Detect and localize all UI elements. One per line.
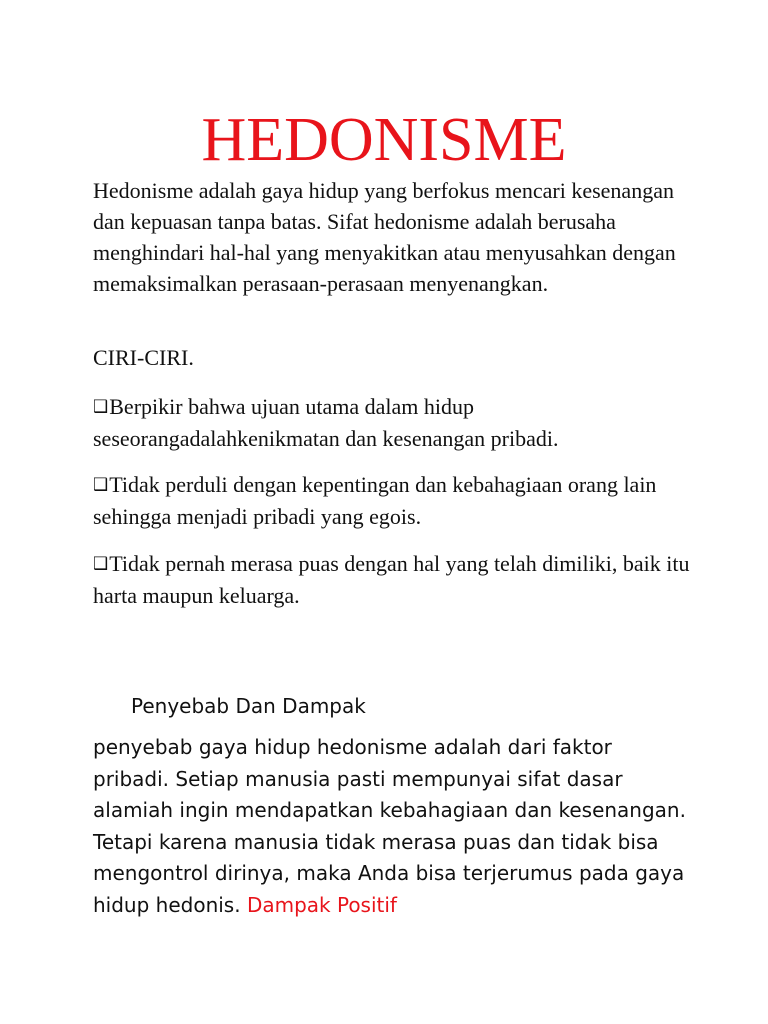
document-title: HEDONISME xyxy=(201,106,567,174)
intro-paragraph: Hedonisme adalah gaya hidup yang berfokus mencari kesenangan dan kepuasan tanpa batas. Sifat hedonisme adalah berusaha menghindari hal-hal yang menyakitkan atau menyusahkan dengan memaksimalkan perasaan-perasaan menyenangkan. xyxy=(93,178,676,296)
bullet-text: Berpikir bahwa ujuan utama dalam hidup seseorangadalahkenikmatan dan kesenangan pribadi. xyxy=(93,394,559,451)
ciri-heading: CIRI-CIRI. xyxy=(93,345,194,370)
checkbox-bullet-icon: ❑ xyxy=(93,475,109,495)
checkbox-bullet-icon: ❑ xyxy=(93,554,109,574)
bullet-item xyxy=(93,548,693,611)
section-paragraph xyxy=(93,732,693,921)
bullet-text: Tidak perduli dengan kepentingan dan kebahagiaan orang lain sehingga menjadi pribadi yang egois. xyxy=(93,472,657,529)
bullet-text: Tidak pernah merasa puas dengan hal yang telah dimiliki, baik itu harta maupun keluarga. xyxy=(93,551,690,608)
bullet-item xyxy=(93,391,693,454)
section-paragraph-text: penyebab gaya hidup hedonisme adalah dari faktor pribadi. Setiap manusia pasti mempunyai sifat dasar alamiah ingin mendapatkan kebahagiaan dan kesenangan. Tetapi karena manusia tidak merasa puas dan tidak bisa mengontrol dirinya, maka Anda bisa terjerumus pada gaya hidup hedonis. xyxy=(93,735,686,917)
checkbox-bullet-icon: ❑ xyxy=(93,397,109,417)
bullet-item xyxy=(93,469,693,532)
dampak-positif-label: Dampak Positif xyxy=(246,892,397,917)
section-heading: Penyebab Dan Dampak xyxy=(131,694,366,718)
